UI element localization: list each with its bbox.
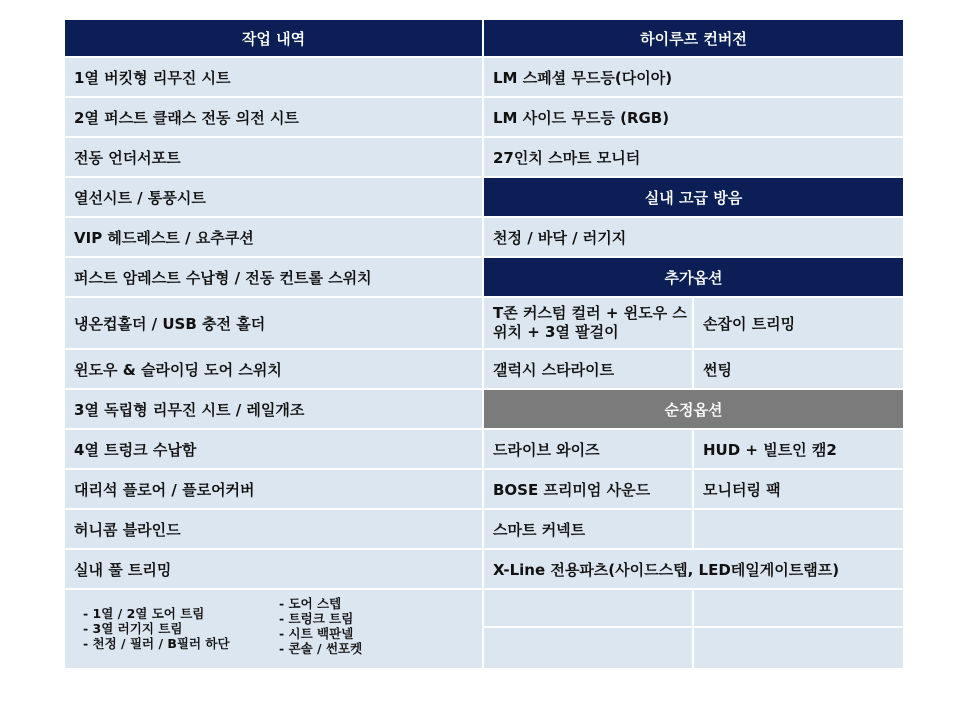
trim-detail-item: - 시트 백판넬 xyxy=(279,626,354,641)
genuine-item: 드라이브 와이즈 xyxy=(484,430,694,468)
work-item: 4열 트렁크 수납함 xyxy=(65,430,484,468)
table-row xyxy=(65,550,903,590)
option-item: 손잡이 트리밍 xyxy=(694,298,903,348)
conversion-item: LM 스페셜 무드등(다이아) xyxy=(484,58,903,96)
table-row xyxy=(65,350,903,390)
work-item: 3열 독립형 리무진 시트 / 레일개조 xyxy=(65,390,484,428)
work-item: 냉온컵홀더 / USB 충전 홀더 xyxy=(65,298,484,348)
trim-detail-item: - 도어 스텝 xyxy=(279,596,342,611)
genuine-item: BOSE 프리미엄 사운드 xyxy=(484,470,694,508)
table-row xyxy=(65,298,903,350)
trim-detail-item: - 3열 러기지 트림 xyxy=(83,621,183,636)
table-header-row xyxy=(65,20,903,58)
header-options: 추가옵션 xyxy=(484,258,903,296)
header-genuine: 순정옵션 xyxy=(484,390,903,428)
header-conversion: 하이루프 컨버전 xyxy=(484,20,903,56)
work-item: 퍼스트 암레스트 수납형 / 전동 컨트롤 스위치 xyxy=(65,258,484,296)
work-item: 2열 퍼스트 클래스 전동 의전 시트 xyxy=(65,98,484,136)
table-row xyxy=(65,390,903,430)
trim-detail-item: - 천정 / 필러 / B필러 하단 xyxy=(83,636,230,651)
work-item: 윈도우 & 슬라이딩 도어 스위치 xyxy=(65,350,484,388)
trim-detail-item: - 1열 / 2열 도어 트림 xyxy=(83,606,205,621)
empty-cell xyxy=(484,628,694,668)
trim-details-col-b xyxy=(279,596,362,656)
work-item: 대리석 플로어 / 플로어커버 xyxy=(65,470,484,508)
work-item: 전동 언더서포트 xyxy=(65,138,484,176)
header-soundproof: 실내 고급 방음 xyxy=(484,178,903,216)
empty-cells xyxy=(484,590,903,668)
work-item: VIP 헤드레스트 / 요추쿠션 xyxy=(65,218,484,256)
conversion-item: LM 사이드 무드등 (RGB) xyxy=(484,98,903,136)
table-row xyxy=(65,258,903,298)
work-item: 실내 풀 트리밍 xyxy=(65,550,484,588)
trim-detail-item: - 콘솔 / 썬포켓 xyxy=(279,641,363,656)
header-work: 작업 내역 xyxy=(65,20,484,56)
table-row xyxy=(65,58,903,98)
work-item: 1열 버킷형 리무진 시트 xyxy=(65,58,484,96)
soundproof-item: 천정 / 바닥 / 러기지 xyxy=(484,218,903,256)
genuine-item xyxy=(694,510,903,548)
genuine-item: HUD + 빌트인 캠2 xyxy=(694,430,903,468)
genuine-item: 모니터링 팩 xyxy=(694,470,903,508)
table-row xyxy=(65,470,903,510)
conversion-item: 27인치 스마트 모니터 xyxy=(484,138,903,176)
table-row xyxy=(65,218,903,258)
empty-row xyxy=(484,590,903,628)
genuine-full-item: X-Line 전용파츠(사이드스텝, LED테일게이트램프) xyxy=(484,550,903,588)
table-row xyxy=(65,98,903,138)
table-row xyxy=(65,510,903,550)
genuine-item: 스마트 커넥트 xyxy=(484,510,694,548)
table-row xyxy=(65,138,903,178)
option-item: T존 커스텀 컬러 + 윈도우 스위치 + 3열 팔걸이 xyxy=(484,298,694,348)
trim-detail-item: - 트렁크 트림 xyxy=(279,611,354,626)
work-item: 허니콤 블라인드 xyxy=(65,510,484,548)
empty-cell xyxy=(484,590,694,626)
work-item: 열선시트 / 통풍시트 xyxy=(65,178,484,216)
option-item: 갤럭시 스타라이트 xyxy=(484,350,694,388)
empty-cell xyxy=(694,628,903,668)
table-row-trim-details xyxy=(65,590,903,668)
table-row xyxy=(65,178,903,218)
empty-cell xyxy=(694,590,903,626)
trim-details-col-a xyxy=(83,596,279,651)
trim-details xyxy=(65,590,484,668)
table-row xyxy=(65,430,903,470)
spec-table xyxy=(65,20,903,668)
option-item: 썬팅 xyxy=(694,350,903,388)
empty-row xyxy=(484,628,903,668)
